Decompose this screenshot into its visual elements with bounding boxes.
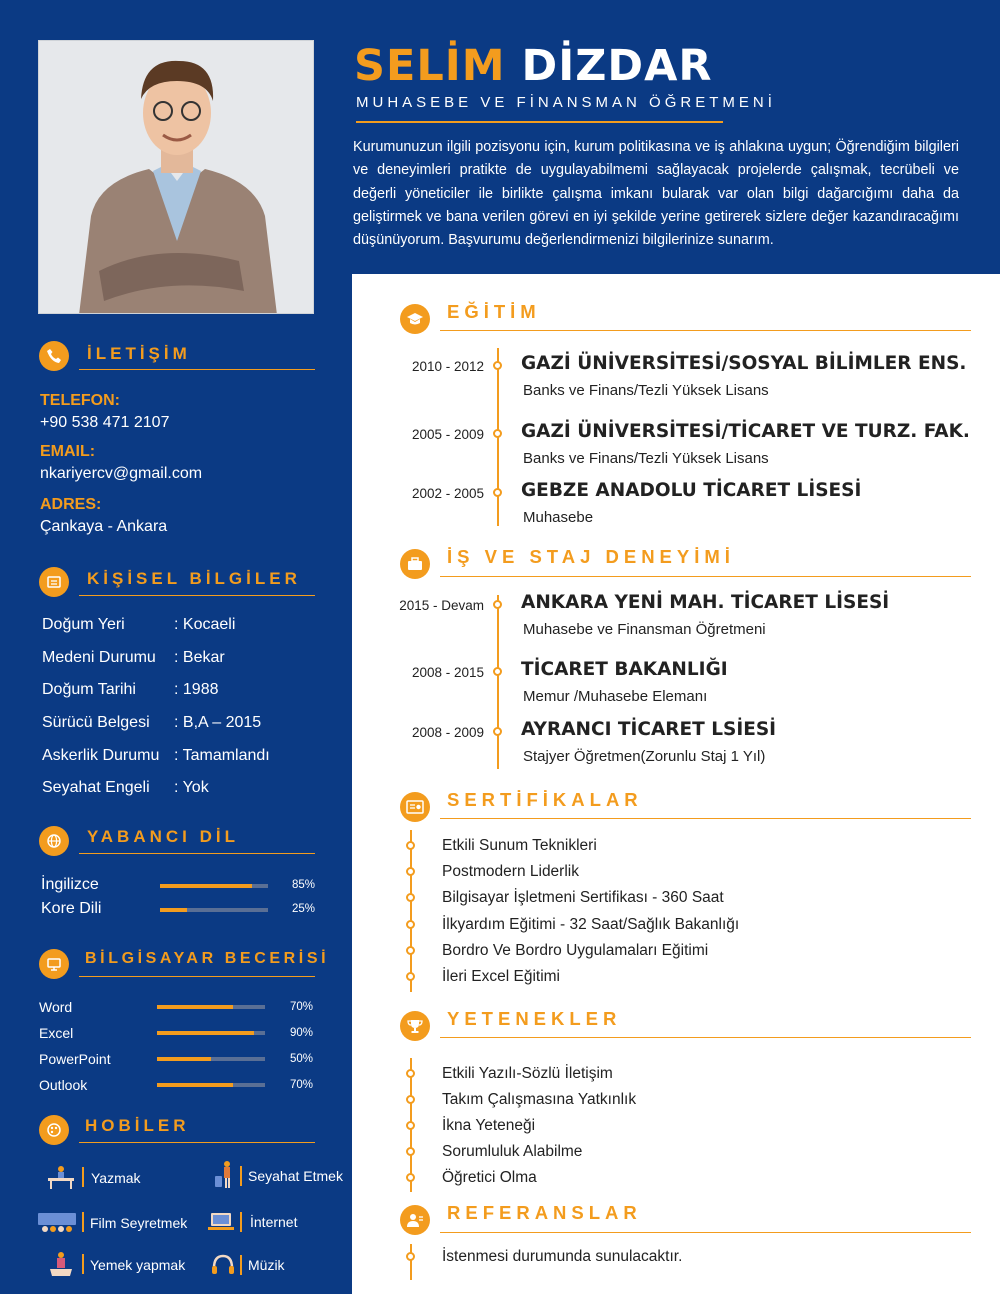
entry-date: 2010 - 2012 xyxy=(411,359,484,374)
references-text: İstenmesi durumunda sunulacaktır. xyxy=(442,1248,683,1265)
personal-key: Askerlik Durumu xyxy=(42,747,160,764)
timeline-dot xyxy=(406,867,415,876)
education-divider xyxy=(440,330,971,331)
skill-bar xyxy=(157,1083,265,1087)
certificates-timeline xyxy=(410,830,412,992)
profile-photo xyxy=(38,40,314,314)
language-bar-fill xyxy=(160,908,187,912)
entry-subtitle: Muhasebe ve Finansman Öğretmeni xyxy=(523,621,766,638)
hobby-divider xyxy=(240,1166,242,1186)
computer-heading: BİLGİSAYAR BECERİSİ xyxy=(85,950,330,967)
personal-value: : B,A – 2015 xyxy=(174,714,262,731)
cinema-icon xyxy=(37,1210,77,1236)
skills-heading: YETENEKLER xyxy=(447,1008,622,1029)
skill-bar xyxy=(157,1057,265,1061)
entry-date: 2015 - Devam xyxy=(399,598,484,613)
timeline-dot xyxy=(493,429,502,438)
languages-heading: YABANCI DİL xyxy=(87,827,239,846)
title-underline xyxy=(356,121,723,123)
personal-divider xyxy=(79,595,315,596)
personal-value: : Yok xyxy=(174,779,209,796)
timeline-dot xyxy=(406,946,415,955)
entry-date: 2008 - 2009 xyxy=(411,725,484,740)
language-name: İngilizce xyxy=(41,876,99,893)
headphones-icon xyxy=(210,1252,240,1278)
timeline-dot xyxy=(493,361,502,370)
palette-icon xyxy=(39,1115,69,1145)
skill-percent: 70% xyxy=(290,1001,314,1013)
hobby-label: İnternet xyxy=(250,1214,298,1230)
timeline-dot xyxy=(406,1147,415,1156)
certificates-heading: SERTİFİKALAR xyxy=(447,789,643,810)
hobby-label: Seyahat Etmek xyxy=(248,1168,343,1184)
personal-key: Medeni Durumu xyxy=(42,649,156,666)
language-bar xyxy=(160,884,268,888)
summary-text: Kurumunuzun ilgili pozisyonu için, kurum politikasına ve iş ahlakına uygun; Öğrendiğim bilgileri ve deneyimleri pratikte de uygulayabilmemi sağlayacak projelerde çalışmak, tecrübeli ve değerli yöneticiler ile birlikte çalışma imkanı bularak var olan bilgi dağarcığımı daha da geliştirmek ve bana verilen görevi en iyi şekilde yerine getirerek sizlere değer kazandıracağımı düşünüyorum. Başvurumu değerlendirmenizi bilgilerinize sunarım. xyxy=(353,139,959,249)
education-heading: EĞİTİM xyxy=(447,301,541,322)
languages-divider xyxy=(79,853,315,854)
email-value: nkariyercv@gmail.com xyxy=(40,465,203,482)
entry-subtitle: Banks ve Finans/Tezli Yüksek Lisans xyxy=(523,450,769,467)
language-percent: 85% xyxy=(292,879,316,891)
experience-heading: İŞ VE STAJ DENEYİMİ xyxy=(447,546,735,567)
experience-timeline xyxy=(497,595,499,769)
entry-date: 2005 - 2009 xyxy=(411,427,484,442)
skill-name: PowerPoint xyxy=(39,1051,111,1067)
references-timeline xyxy=(410,1244,412,1280)
phone-value: +90 538 471 2107 xyxy=(40,414,170,431)
address-label: ADRES: xyxy=(40,496,102,513)
skill-bar xyxy=(157,1031,265,1035)
briefcase-icon xyxy=(400,549,430,579)
skill-percent: 90% xyxy=(290,1027,314,1039)
personal-value: : Kocaeli xyxy=(174,616,236,633)
hobby-divider xyxy=(82,1167,84,1187)
list-item: Sorumluluk Alabilme xyxy=(442,1143,583,1160)
personal-key: Doğum Yeri xyxy=(42,616,125,633)
computer-divider xyxy=(79,976,315,977)
entry-subtitle: Banks ve Finans/Tezli Yüksek Lisans xyxy=(523,382,769,399)
skill-name: Outlook xyxy=(39,1077,88,1093)
list-item: Etkili Yazılı-Sözlü İletişim xyxy=(442,1065,613,1082)
skill-name: Word xyxy=(39,999,73,1015)
entry-subtitle: Muhasebe xyxy=(523,509,594,526)
skill-bar xyxy=(157,1005,265,1009)
entry-date: 2008 - 2015 xyxy=(411,665,484,680)
entry-title: GEBZE ANADOLU TİCARET LİSESİ xyxy=(521,480,862,501)
hobby-divider xyxy=(240,1255,242,1275)
graduation-cap-icon xyxy=(400,304,430,334)
timeline-dot xyxy=(493,667,502,676)
timeline-dot xyxy=(493,488,502,497)
timeline-dot xyxy=(406,972,415,981)
entry-title: AYRANCI TİCARET LSİESİ xyxy=(521,719,777,740)
language-percent: 25% xyxy=(292,903,316,915)
last-name: DİZDAR xyxy=(521,41,713,91)
personal-key: Sürücü Belgesi xyxy=(42,714,150,731)
job-title: MUHASEBE VE FİNANSMAN ÖĞRETMENİ xyxy=(356,94,776,111)
personal-key: Doğum Tarihi xyxy=(42,681,136,698)
globe-icon xyxy=(39,826,69,856)
personal-value: : Bekar xyxy=(174,649,225,666)
list-item: Etkili Sunum Teknikleri xyxy=(442,837,597,854)
entry-title: GAZİ ÜNİVERSİTESİ/TİCARET VE TURZ. FAK. xyxy=(521,421,970,442)
hobby-label: Müzik xyxy=(248,1257,285,1273)
traveler-icon xyxy=(210,1160,240,1186)
list-item: Takım Çalışmasına Yatkınlık xyxy=(442,1091,637,1108)
phone-icon xyxy=(39,341,69,371)
timeline-dot xyxy=(406,893,415,902)
personal-key: Seyahat Engeli xyxy=(42,779,150,796)
skill-bar-fill xyxy=(157,1083,233,1087)
hobbies-divider xyxy=(79,1142,315,1143)
list-item: Postmodern Liderlik xyxy=(442,863,579,881)
hobby-divider xyxy=(82,1254,84,1274)
entry-title: ANKARA YENİ MAH. TİCARET LİSESİ xyxy=(521,592,890,613)
contact-divider xyxy=(79,369,315,370)
person-icon xyxy=(400,1205,430,1235)
monitor-icon xyxy=(39,949,69,979)
skills-divider xyxy=(440,1037,971,1038)
skill-percent: 50% xyxy=(290,1053,314,1065)
hobby-label: Yemek yapmak xyxy=(90,1257,186,1273)
timeline-dot xyxy=(493,727,502,736)
skill-bar-fill xyxy=(157,1057,211,1061)
skill-bar-fill xyxy=(157,1031,254,1035)
skill-bar-fill xyxy=(157,1005,233,1009)
language-bar-fill xyxy=(160,884,252,888)
id-card-icon xyxy=(39,567,69,597)
timeline-dot xyxy=(493,600,502,609)
entry-date: 2002 - 2005 xyxy=(411,486,484,501)
address-value: Çankaya - Ankara xyxy=(40,518,168,535)
certificates-divider xyxy=(440,818,971,819)
cooking-icon xyxy=(46,1250,76,1276)
skill-name: Excel xyxy=(39,1025,74,1041)
laptop-icon xyxy=(206,1210,236,1236)
language-name: Kore Dili xyxy=(41,900,102,917)
certificate-icon xyxy=(400,792,430,822)
entry-title: TİCARET BAKANLIĞI xyxy=(521,659,728,680)
personal-value: : 1988 xyxy=(174,681,219,698)
timeline-dot xyxy=(406,920,415,929)
entry-subtitle: Memur /Muhasebe Elemanı xyxy=(523,688,708,705)
phone-label: TELEFON: xyxy=(40,392,120,409)
first-name: SELİM xyxy=(354,41,506,91)
hobby-label: Film Seyretmek xyxy=(90,1215,188,1231)
timeline-dot xyxy=(406,1252,415,1261)
hobby-label: Yazmak xyxy=(91,1170,141,1186)
list-item: Öğretici Olma xyxy=(442,1169,537,1186)
list-item: İkna Yeteneği xyxy=(442,1117,536,1134)
hobbies-heading: HOBİLER xyxy=(85,1116,190,1135)
trophy-icon xyxy=(400,1011,430,1041)
hobby-divider xyxy=(240,1212,242,1232)
hobby-divider xyxy=(82,1212,84,1232)
list-item: İleri Excel Eğitimi xyxy=(442,968,560,985)
writing-desk-icon xyxy=(46,1164,76,1190)
contact-heading: İLETİŞİM xyxy=(87,344,191,363)
references-heading: REFERANSLAR xyxy=(447,1202,642,1223)
personal-value: : Tamamlandı xyxy=(174,747,270,764)
timeline-dot xyxy=(406,841,415,850)
references-divider xyxy=(440,1232,971,1233)
entry-subtitle: Stajyer Öğretmen(Zorunlu Staj 1 Yıl) xyxy=(523,748,766,765)
email-label: EMAIL: xyxy=(40,443,96,460)
timeline-dot xyxy=(406,1069,415,1078)
language-bar xyxy=(160,908,268,912)
timeline-dot xyxy=(406,1173,415,1182)
list-item: Bordro Ve Bordro Uygulamaları Eğitimi xyxy=(442,941,709,959)
list-item: İlkyardım Eğitimi - 32 Saat/Sağlık Bakanlığı xyxy=(442,915,740,933)
list-item: Bilgisayar İşletmeni Sertifikası - 360 Saat xyxy=(442,889,724,907)
timeline-dot xyxy=(406,1095,415,1104)
entry-title: GAZİ ÜNİVERSİTESİ/SOSYAL BİLİMLER ENS. xyxy=(521,353,967,374)
skill-percent: 70% xyxy=(290,1079,314,1091)
personal-heading: KİŞİSEL BİLGİLER xyxy=(87,569,301,588)
timeline-dot xyxy=(406,1121,415,1130)
experience-divider xyxy=(440,576,971,577)
person-name xyxy=(354,40,713,92)
